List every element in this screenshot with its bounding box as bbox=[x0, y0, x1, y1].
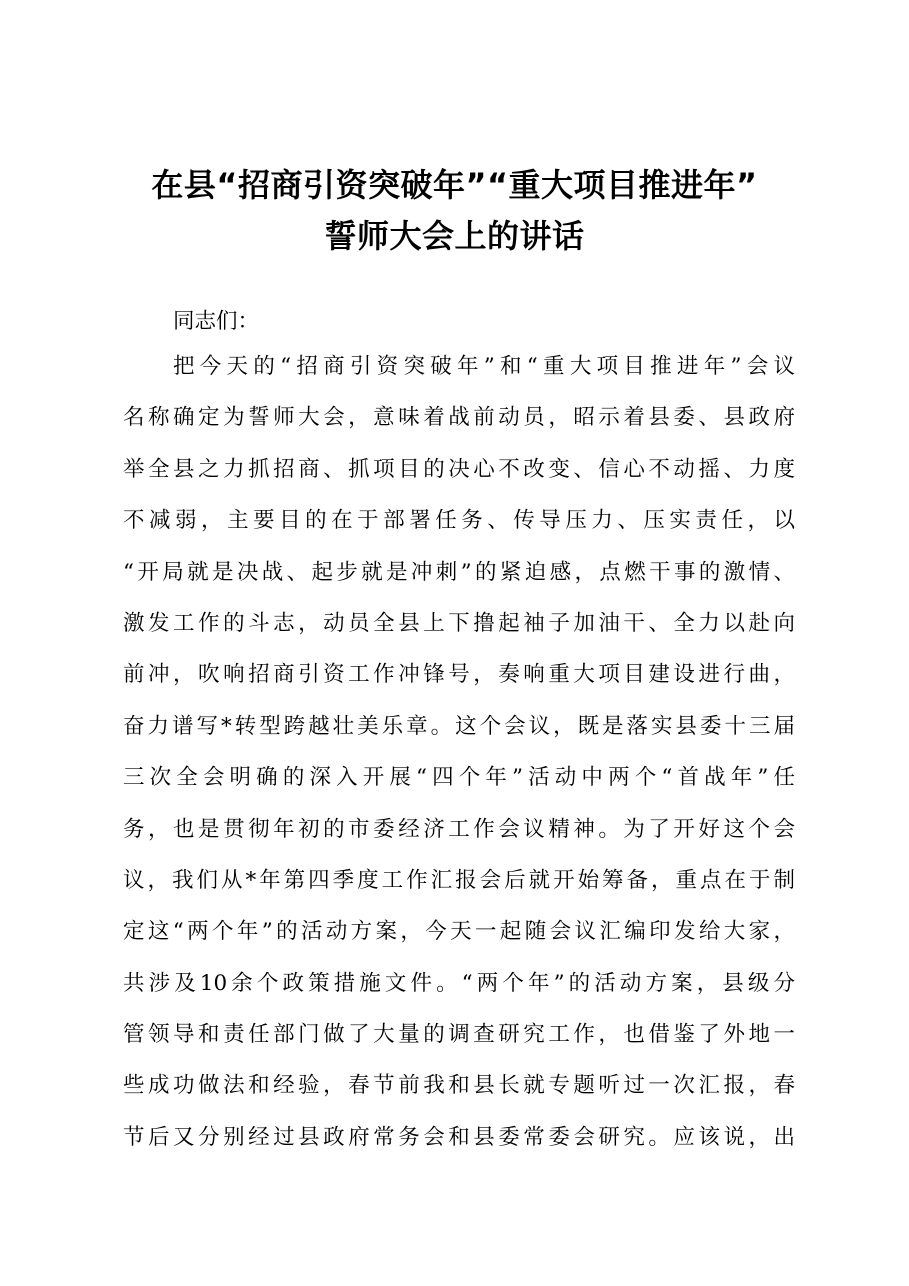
paragraph-line: 奋力谱写*转型跨越壮美乐章。这个会议，既是落实县委十三届 bbox=[123, 713, 795, 739]
paragraph-line: 不减弱，主要目的在于部署任务、传导压力、压实责任，以 bbox=[123, 508, 795, 534]
paragraph-line: 议，我们从*年第四季度工作汇报会后就开始筹备，重点在于制 bbox=[123, 867, 795, 893]
paragraph-line: 共涉及10余个政策措施文件。“两个年”的活动方案，县级分 bbox=[123, 970, 795, 996]
paragraph-line: “开局就是决战、起步就是冲刺”的紧迫感，点燃干事的激情、 bbox=[123, 559, 795, 585]
paragraph-line: 激发工作的斗志，动员全县上下撸起袖子加油干、全力以赴向 bbox=[123, 610, 795, 636]
paragraph-line: 定这“两个年”的活动方案，今天一起随会议汇编印发给大家， bbox=[123, 919, 795, 945]
document-title-line-2: 誓师大会上的讲话 bbox=[324, 217, 585, 255]
paragraph-line: 些成功做法和经验，春节前我和县长就专题听过一次汇报，春 bbox=[123, 1073, 795, 1099]
salutation: 同志们： bbox=[173, 309, 260, 334]
body-paragraph bbox=[123, 341, 795, 1163]
paragraph-line: 把今天的“招商引资突破年”和“重大项目推进年”会议 bbox=[173, 354, 795, 379]
paragraph-line: 三次全会明确的深入开展“四个年”活动中两个“首战年”任 bbox=[123, 765, 795, 791]
document-title-line-1: 在县“招商引资突破年”“重大项目推进年” bbox=[151, 166, 758, 204]
paragraph-line: 名称确定为誓师大会，意味着战前动员，昭示着县委、县政府 bbox=[123, 405, 795, 431]
paragraph-line: 节后又分别经过县政府常务会和县委常委会研究。应该说，出 bbox=[123, 1124, 795, 1150]
paragraph-line: 管领导和责任部门做了大量的调查研究工作，也借鉴了外地一 bbox=[123, 1022, 795, 1048]
paragraph-line: 前冲，吹响招商引资工作冲锋号，奏响重大项目建设进行曲， bbox=[123, 662, 795, 688]
paragraph-line: 务，也是贯彻年初的市委经济工作会议精神。为了开好这个会 bbox=[123, 816, 795, 842]
paragraph-line: 举全县之力抓招商、抓项目的决心不改变、信心不动摇、力度 bbox=[123, 456, 795, 482]
